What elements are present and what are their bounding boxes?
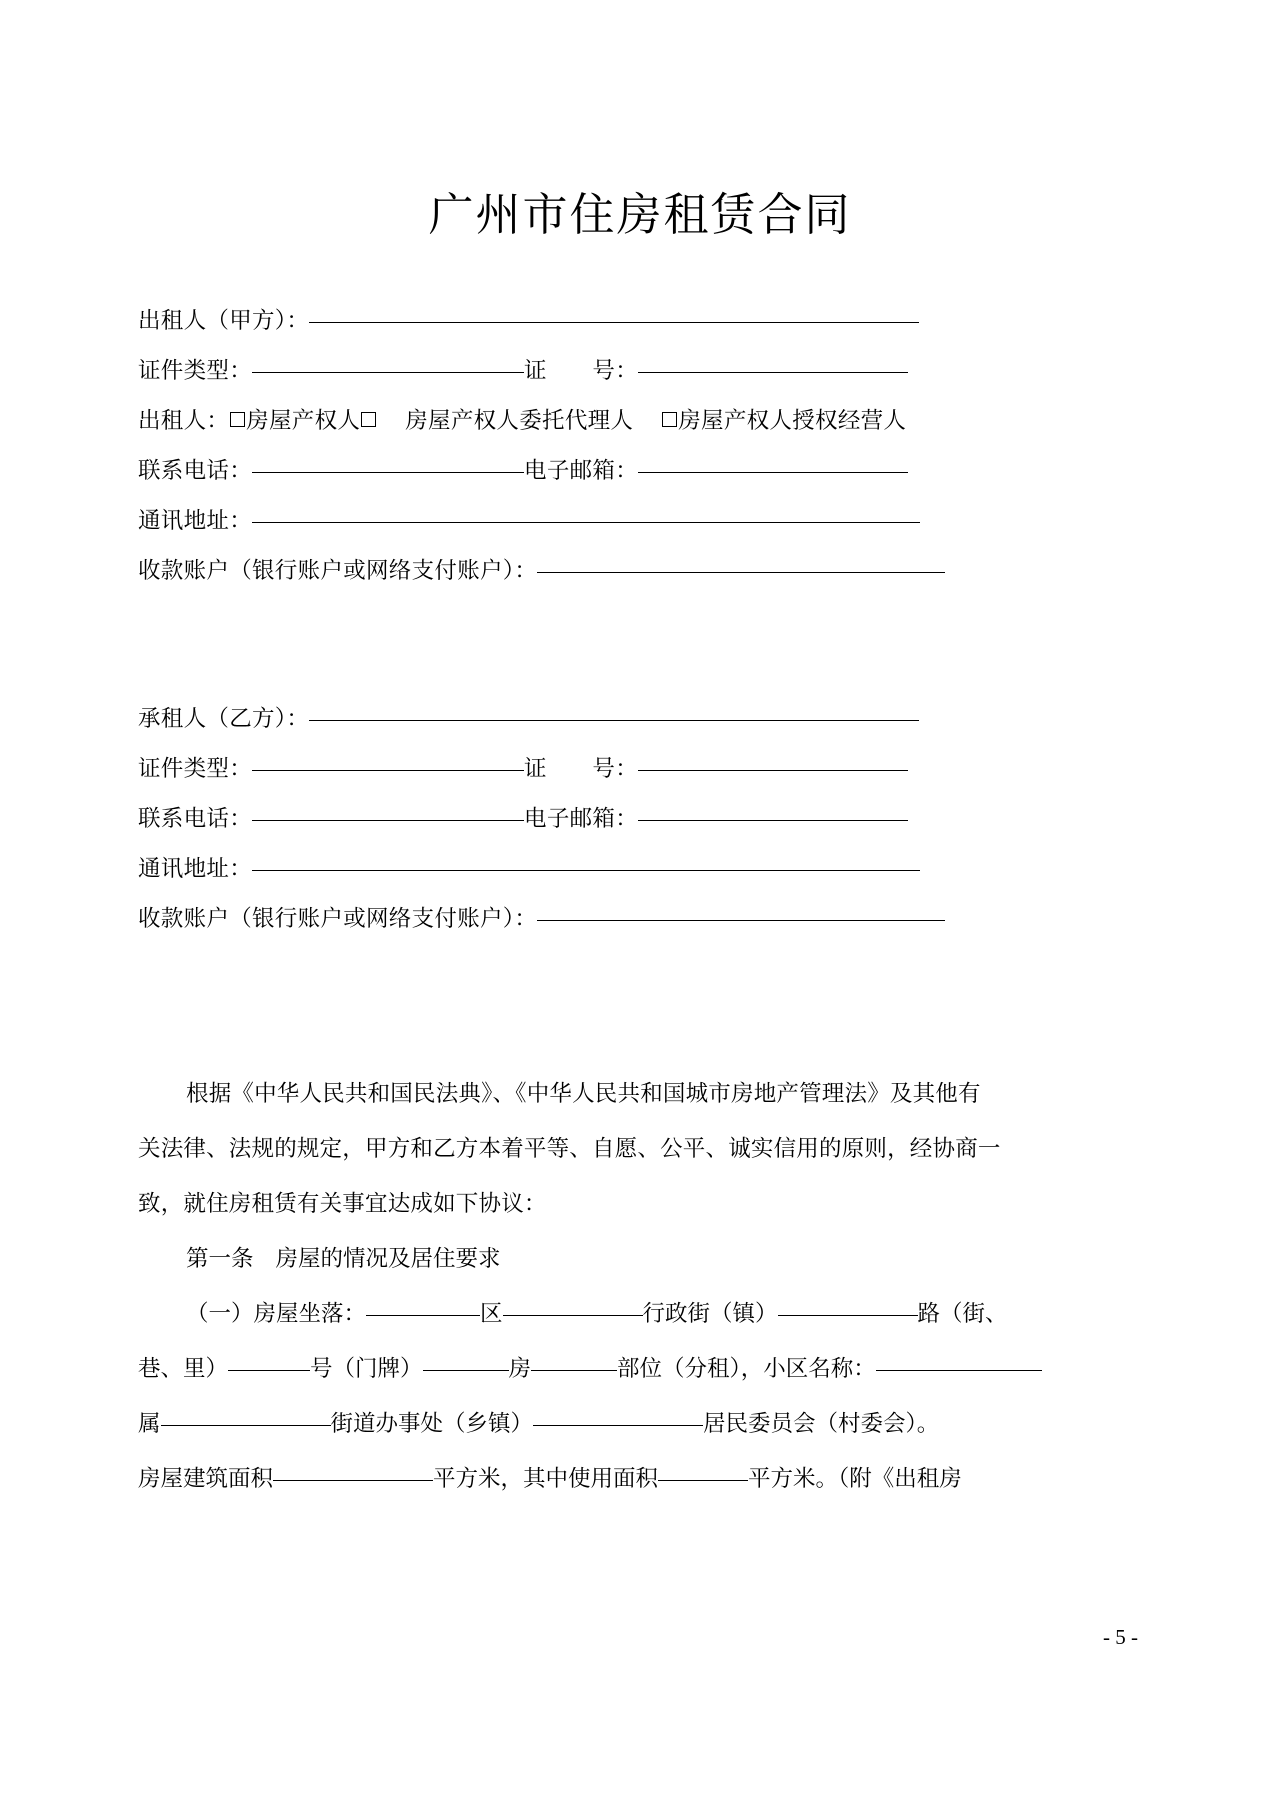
lessee-address-blank[interactable] — [252, 870, 920, 871]
lessor-role-option-1: 房屋产权人 — [246, 408, 361, 433]
page-number: - 5 - — [1103, 1625, 1138, 1649]
preamble-line-2: 关法律、法规的规定，甲方和乙方本着平等、自愿、公平、诚实信用的原则，经协商一 — [138, 1136, 1001, 1161]
lessee-id-type-label: 证件类型： — [138, 756, 253, 781]
usable-area-blank[interactable] — [658, 1480, 748, 1481]
lessee-id-line — [138, 744, 1148, 794]
lessor-address-line — [138, 496, 1148, 546]
checkbox-icon-agent[interactable] — [361, 412, 376, 427]
lessor-party-label: 出租人（甲方）： — [138, 308, 310, 333]
lessee-party-label: 承租人（乙方）： — [138, 706, 310, 731]
room-text: 房 — [508, 1356, 532, 1381]
community-blank[interactable] — [876, 1370, 1042, 1371]
area-label: 房屋建筑面积 — [138, 1466, 274, 1491]
lessor-phone-label: 联系电话： — [138, 458, 253, 483]
lessor-id-line — [138, 346, 1148, 396]
lessor-email-blank[interactable] — [638, 472, 908, 473]
lessor-address-blank[interactable] — [252, 522, 920, 523]
article-one-number: 第一条 — [186, 1246, 254, 1271]
lessee-account-label: 收款账户（银行账户或网络支付账户）： — [138, 906, 538, 931]
lessee-id-number-label: 证 号： — [524, 756, 639, 781]
lessee-party-blank[interactable] — [309, 720, 919, 721]
district-blank[interactable] — [366, 1315, 480, 1316]
lessor-id-number-blank[interactable] — [638, 372, 908, 373]
preamble-line-3: 致，就住房租赁有关事宜达成如下协议： — [138, 1191, 547, 1216]
lessee-address-label: 通讯地址： — [138, 856, 253, 881]
article-one-heading — [138, 1231, 1148, 1286]
lessee-phone-blank[interactable] — [252, 820, 524, 821]
section-spacer — [138, 596, 1148, 694]
preamble-spacer-2 — [138, 1042, 1148, 1066]
lane-blank[interactable] — [228, 1370, 310, 1371]
preamble-line-1: 根据《中华人民共和国民法典》、《中华人民共和国城市房地产管理法》及其他有 — [186, 1081, 981, 1106]
street-blank[interactable] — [503, 1315, 643, 1316]
lessee-email-blank[interactable] — [638, 820, 908, 821]
part-text: 部位（分租），小区名称： — [617, 1356, 876, 1381]
street-text: 行政街（镇） — [642, 1301, 778, 1326]
article-one-title: 房屋的情况及居住要求 — [275, 1246, 501, 1271]
district-text: 区 — [480, 1301, 503, 1326]
committee-text: 居民委员会（村委会）。 — [703, 1411, 940, 1436]
lessor-account-line — [138, 546, 1148, 596]
lessor-email-label: 电子邮箱： — [524, 458, 639, 483]
lessor-role-label: 出租人： — [138, 408, 230, 433]
lessor-id-number-label: 证 号： — [524, 358, 639, 383]
built-area-blank[interactable] — [273, 1480, 433, 1481]
checkbox-icon-owner[interactable] — [230, 412, 245, 427]
lessor-role-line — [138, 396, 1148, 446]
house-number-blank[interactable] — [423, 1370, 509, 1371]
lessee-party-line — [138, 694, 1148, 744]
office-blank[interactable] — [161, 1425, 331, 1426]
preamble-spacer — [138, 944, 1148, 1042]
lessee-phone-label: 联系电话： — [138, 806, 253, 831]
lessor-party-line — [138, 296, 1148, 346]
number-text: 号（门牌） — [310, 1356, 423, 1381]
page-title: 广州市住房租赁合同 — [428, 190, 852, 240]
lessor-phone-blank[interactable] — [252, 472, 524, 473]
lessee-account-line — [138, 894, 1148, 944]
lessor-role-option-2: 房屋产权人委托代理人 — [405, 408, 634, 433]
lessee-email-label: 电子邮箱： — [524, 806, 639, 831]
checkbox-icon-operator[interactable] — [662, 412, 677, 427]
room-blank[interactable] — [531, 1370, 617, 1371]
article-one-item-one-line-4 — [138, 1451, 1148, 1506]
lessee-contact-line — [138, 794, 1148, 844]
lessor-party-blank[interactable] — [309, 322, 919, 323]
lessee-id-number-blank[interactable] — [638, 770, 908, 771]
area-unit-text: 平方米，其中使用面积 — [433, 1466, 659, 1491]
lessee-address-line — [138, 844, 1148, 894]
article-one-item-one-line-3 — [138, 1396, 1148, 1451]
area-unit-text-2: 平方米。（附《出租房 — [748, 1466, 962, 1491]
article-one-item-one-line-1 — [138, 1286, 1148, 1341]
lessor-account-label: 收款账户（银行账户或网络支付账户）： — [138, 558, 538, 583]
office-text: 街道办事处（乡镇） — [330, 1411, 534, 1436]
lessor-id-type-label: 证件类型： — [138, 358, 253, 383]
lane-text: 巷、里） — [138, 1356, 229, 1381]
road-blank[interactable] — [778, 1315, 918, 1316]
lessor-role-option-3: 房屋产权人授权经营人 — [678, 408, 907, 433]
lessor-id-type-blank[interactable] — [252, 372, 524, 373]
lessee-account-blank[interactable] — [537, 920, 945, 921]
document-body — [138, 296, 1148, 1506]
belong-text: 属 — [138, 1411, 161, 1436]
lessor-contact-line — [138, 446, 1148, 496]
road-text: 路（街、 — [917, 1301, 1008, 1326]
article-one-item-one-line-2 — [138, 1341, 1148, 1396]
lessor-account-blank[interactable] — [537, 572, 945, 573]
lessee-id-type-blank[interactable] — [252, 770, 524, 771]
lessor-address-label: 通讯地址： — [138, 508, 253, 533]
item-one-label: （一）房屋坐落： — [186, 1301, 367, 1326]
committee-blank[interactable] — [533, 1425, 703, 1426]
